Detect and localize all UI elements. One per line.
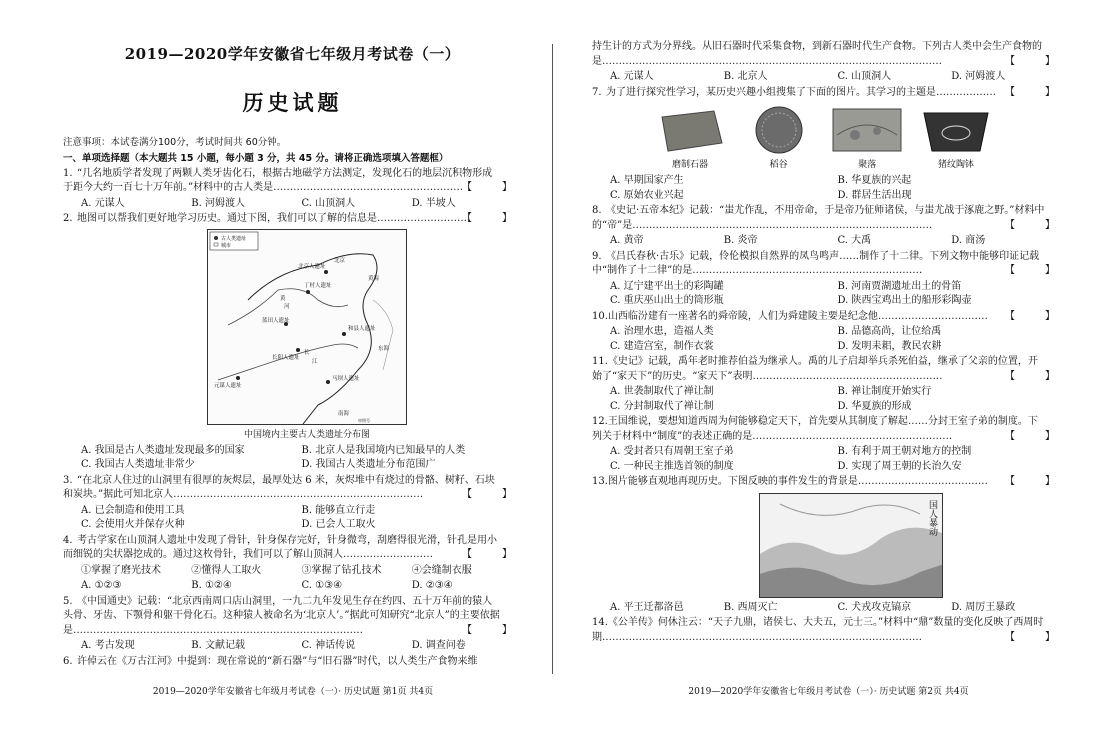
option: D. 河姆渡人 [951, 71, 1006, 82]
option: B. ①②④ [191, 580, 232, 592]
option: B. 禅让制度开始实行 [837, 386, 932, 398]
question-4: 4. 考古学家在山顶洞人遗址中发现了骨针，针身保存完好，针身微弯，刮磨得很光滑，针孔是用小而细锐的尖状器挖成的。通过这枚骨针，我们可以了解山顶洞人……………………… 【 】 [63, 534, 522, 563]
option: D. 我国古人类遗址分布范围广 [301, 459, 436, 471]
site-label: 长阳人遗址 [272, 354, 300, 361]
option: D. 已会人工取火 [301, 519, 376, 531]
option: C. 一种民主推选首领的制度 [610, 460, 734, 472]
subject-title: 历史试题 [242, 89, 343, 115]
site-label: 和县人遗址 [348, 325, 376, 332]
question-7: 7. 为了进行探究性学习，某历史兴趣小组搜集了下面的图片。其学习的主题是……………… 【 】 [592, 86, 1065, 101]
question-2-options [63, 444, 522, 473]
option: C. 山顶洞人 [301, 197, 356, 209]
option: A. 考古发现 [81, 640, 135, 652]
option: C. 会使用火并保存火种 [81, 519, 185, 531]
option: C. 大禹 [837, 235, 872, 247]
map-note: 审图号 [358, 417, 370, 423]
option: B. 河姆渡人 [191, 197, 245, 209]
option: C. 我国古人类遗址非常少 [81, 459, 195, 471]
map-figure [207, 229, 407, 442]
answer-bracket: 【 】 [1005, 430, 1065, 442]
answer-bracket: 【 】 [1005, 631, 1065, 643]
option: D. ②③④ [411, 580, 453, 592]
exam-title: 2019—2020学年安徽省七年级月考试卷（一） [124, 45, 461, 63]
question-5: 5. 《中国通史》记载：“北京西南周口店山洞里，一九二九年发见生存在约四、五十万年前的猿人头骨、牙齿、下颚骨和躯干骨化石。这种猿人被命名为‘北京人’。”据此可知研究“北京人”的主要依据是…………………………………………………………………………… 【 】 [63, 595, 522, 639]
question-12-options [592, 445, 1065, 474]
site-label: 北京人遗址 [298, 263, 326, 270]
option: A. 辽宁建平出土的彩陶罐 [610, 280, 724, 292]
legend-city: 城市 [221, 242, 232, 249]
option: A. 元谋人 [610, 71, 654, 82]
option: D. 周厉王暴政 [951, 601, 1016, 613]
place-label: 黄 [280, 295, 286, 302]
option: A. 世袭制取代了禅让制 [610, 386, 714, 398]
question-13: 13.图片能够直观地再现历史。下图反映的事件发生的背景是………………………………… 【 】 [592, 475, 1065, 490]
question-14: 14.《公羊传》何休注云：“天子九鼎，诸侯七、大夫五，元士三。”材料中“鼎”数量的变化反映了西周时期…………………………………………………………………………………… 【 】 [592, 616, 1065, 645]
answer-bracket: 【 】 [1005, 86, 1065, 98]
uprising-painting [759, 493, 943, 598]
option: D. 发明耒耜，教民农耕 [837, 340, 942, 352]
option: C. 犬戎攻克镐京 [837, 601, 912, 613]
question-8-options [592, 234, 1065, 249]
option: C. 原始农业兴起 [610, 189, 684, 201]
option: B. 北京人 [723, 71, 768, 82]
option: D. 实现了周王朝的长治久安 [837, 460, 962, 472]
answer-bracket: 【 】 [1005, 370, 1065, 382]
option: D. 华夏族的形成 [837, 400, 912, 412]
map-caption: 中国境内主要古人类遗址分布图 [243, 429, 370, 440]
rice-image [743, 105, 815, 155]
option: C. 重庆巫山出土的筒形瓶 [610, 295, 724, 307]
picture-rice: 稻谷 [743, 105, 815, 172]
option: C. 建造宫室，制作衣裳 [610, 340, 714, 352]
page-2 [552, 0, 1105, 737]
map-drawing [208, 230, 406, 424]
question-11-options [592, 385, 1065, 414]
site-label: 马坝人遗址 [332, 375, 360, 382]
picture-settlement: 聚落 [831, 105, 903, 172]
question-9-options [592, 280, 1065, 309]
answer-bracket: 【 】 [462, 182, 522, 194]
answer-bracket: 【 】 [1005, 265, 1065, 277]
site-label: 蓝田人遗址 [262, 317, 290, 324]
question-9: 9. 《吕氏春秋·古乐》记载，伶伦模拟自然界的凤鸟鸣声……制作了十二律。下列文物中能够印证记载中“制作了十二律”的是…………………………………………………………… 【 】 [592, 250, 1065, 279]
question-2: 2. 地图可以帮我们更好地学习历史。通过下图，我们可以了解的信息是……………………… 【 】 [63, 212, 522, 227]
settlement-image [831, 105, 903, 155]
question-6: 6. 许倬云在《万古江河》中提到：现在常说的“新石器”与“旧石器”时代，以人类生产食物来维 [63, 655, 478, 667]
page-1 [0, 0, 552, 737]
answer-bracket: 【 】 [462, 213, 522, 225]
option: A. 我国是古人类遗址发现最多的国家 [81, 444, 245, 456]
question-6-options [592, 70, 1065, 85]
site-map [207, 229, 407, 425]
question-1: 1. “几名地质学者发现了两颗人类牙齿化石，根据古地磁学方法测定，发现化石的地层沉积物形成于距今大约一百七十万年前。”材料中的古人类是………………………………………………… 【 】 [63, 167, 522, 196]
option: D. 调查问卷 [411, 640, 466, 652]
option: C. 神话传说 [301, 640, 356, 652]
picture-pig-pottery: 猪纹陶钵 [920, 105, 992, 172]
answer-bracket: 【 】 [1005, 55, 1065, 67]
answer-bracket: 【 】 [462, 549, 522, 561]
option: D. 商汤 [951, 235, 986, 247]
question-1-options [63, 197, 522, 212]
option: A. 平王迁都洛邑 [610, 601, 684, 613]
footer-page-2: 2019—2020学年安徽省七年级月考试卷（一）· 历史试题 第2页 共4页 [688, 686, 969, 697]
question-4-items [63, 564, 522, 579]
question-8: 8. 《史记·五帝本纪》记载：“蚩尤作乱，不用帝命，于是帝乃征师诸侯，与蚩尤战于涿鹿之野。”材料中的“帝”是……………………………………………………………………………… 【 】 [592, 204, 1065, 233]
question-6-continued: 持生计的方式为分界线。从旧石器时代采集食物，到新石器时代生产食物。下列古人类中会生产食物的是………………………………………………………………………………………… 【 】 [592, 40, 1065, 69]
option: B. 能够直立行走 [301, 504, 376, 516]
option: A. 元谋人 [81, 197, 125, 209]
answer-bracket: 【 】 [462, 624, 522, 636]
answer-bracket: 【 】 [1005, 476, 1065, 488]
painting-caption: 国人暴动 [927, 499, 937, 536]
option: A. 已会制造和使用工具 [81, 504, 185, 516]
question-5-options [63, 639, 522, 654]
option: B. 北京人是我国境内已知最早的人类 [301, 444, 466, 456]
option: A. ①②③ [81, 580, 122, 592]
option: D. 半坡人 [411, 197, 456, 209]
answer-bracket: 【 】 [1005, 310, 1065, 322]
question-3: 3. “在北京人住过的山洞里有很厚的灰烬层，最厚处达 6 米，灰烬堆中有烧过的骨骼、树籽、石块和炭块。”据此可知北京人………………………………………………………………… 【 】 [63, 474, 522, 503]
option: B. 西周灭亡 [723, 601, 778, 613]
option: D. 陕西宝鸡出土的船形彩陶壶 [837, 295, 972, 307]
place-label: 河 [284, 303, 290, 310]
question-13-options [592, 601, 1065, 616]
statement: ③掌握了钻孔技术 [301, 564, 382, 576]
option: D. 群居生活出现 [837, 189, 912, 201]
place-label: 北京 [334, 257, 346, 264]
option: B. 品德高尚，让位给禹 [837, 326, 942, 338]
option: B. 文献记载 [191, 640, 245, 652]
answer-bracket: 【 】 [1005, 219, 1065, 231]
footer-page-1: 2019—2020学年安徽省七年级月考试卷（一）· 历史试题 第1页 共4页 [152, 686, 434, 697]
question-12: 12.王国维说，要想知道西周为何能够稳定天下，首先要从其制度了解起……分封王室子弟的制度。下列关于材料中“制度”的表述正确的是…………………………………………………… 【 】 [592, 415, 1065, 444]
option: A. 黄帝 [610, 235, 644, 247]
pig-pottery-image [920, 105, 992, 155]
option: B. 河南贾湖遗址出土的骨笛 [837, 280, 962, 292]
notice: 注意事项：本试卷满分100分，考试时间共 60分钟。 [63, 137, 287, 149]
question-11: 11.《史记》记载，禹年老时推荐伯益为继承人。禹的儿子启却举兵杀死伯益，继承了父亲的位置，开始了“家天下”的历史。“家天下”表明………………………………………………… 【 】 [592, 355, 1065, 384]
section-heading: 一、单项选择题（本大题共 15 小题，每小题 3 分，共 45 分。请将正确选项填入答题框） [63, 152, 449, 164]
picture-stone-tool: 磨制石器 [654, 105, 726, 172]
option: B. 华夏族的兴起 [837, 175, 912, 187]
option: C. ①③④ [301, 580, 343, 592]
place-label: 长 [304, 349, 310, 356]
statement: ④会缝制衣服 [411, 564, 472, 576]
question-10: 10.山西临汾建有一座著名的舜帝陵，人们为舜建陵主要是纪念他…………………………… 【 】 [592, 310, 1065, 325]
question-3-options [63, 504, 522, 533]
site-label: 元谋人遗址 [214, 382, 242, 389]
option: A. 早期国家产生 [610, 175, 684, 187]
statement: ②懂得人工取火 [191, 564, 262, 576]
statement: ①掌握了磨光技术 [81, 564, 161, 576]
question-4-options [63, 579, 522, 594]
option: B. 有利于周王朝对地方的控制 [837, 446, 972, 458]
answer-bracket: 【 】 [462, 489, 522, 501]
option: A. 受封者只有周朝王室子弟 [610, 446, 734, 458]
place-label: 东海 [378, 345, 390, 352]
stone-tool-image [654, 105, 726, 155]
painting-drawing [760, 494, 943, 598]
option: A. 治理水患，造福人类 [610, 326, 714, 338]
question-7-options [592, 174, 1065, 203]
picture-row [592, 101, 1012, 172]
site-label: 丁村人遗址 [304, 282, 332, 289]
option: B. 炎帝 [723, 235, 758, 247]
legend-site: 古人类遗址 [221, 235, 247, 242]
place-label: 黄海 [368, 275, 380, 282]
place-label: 江 [312, 358, 318, 365]
option: C. 分封制取代了禅让制 [610, 400, 714, 412]
place-label: 南海 [338, 410, 350, 417]
question-10-options [592, 325, 1065, 354]
option: C. 山顶洞人 [837, 71, 892, 82]
